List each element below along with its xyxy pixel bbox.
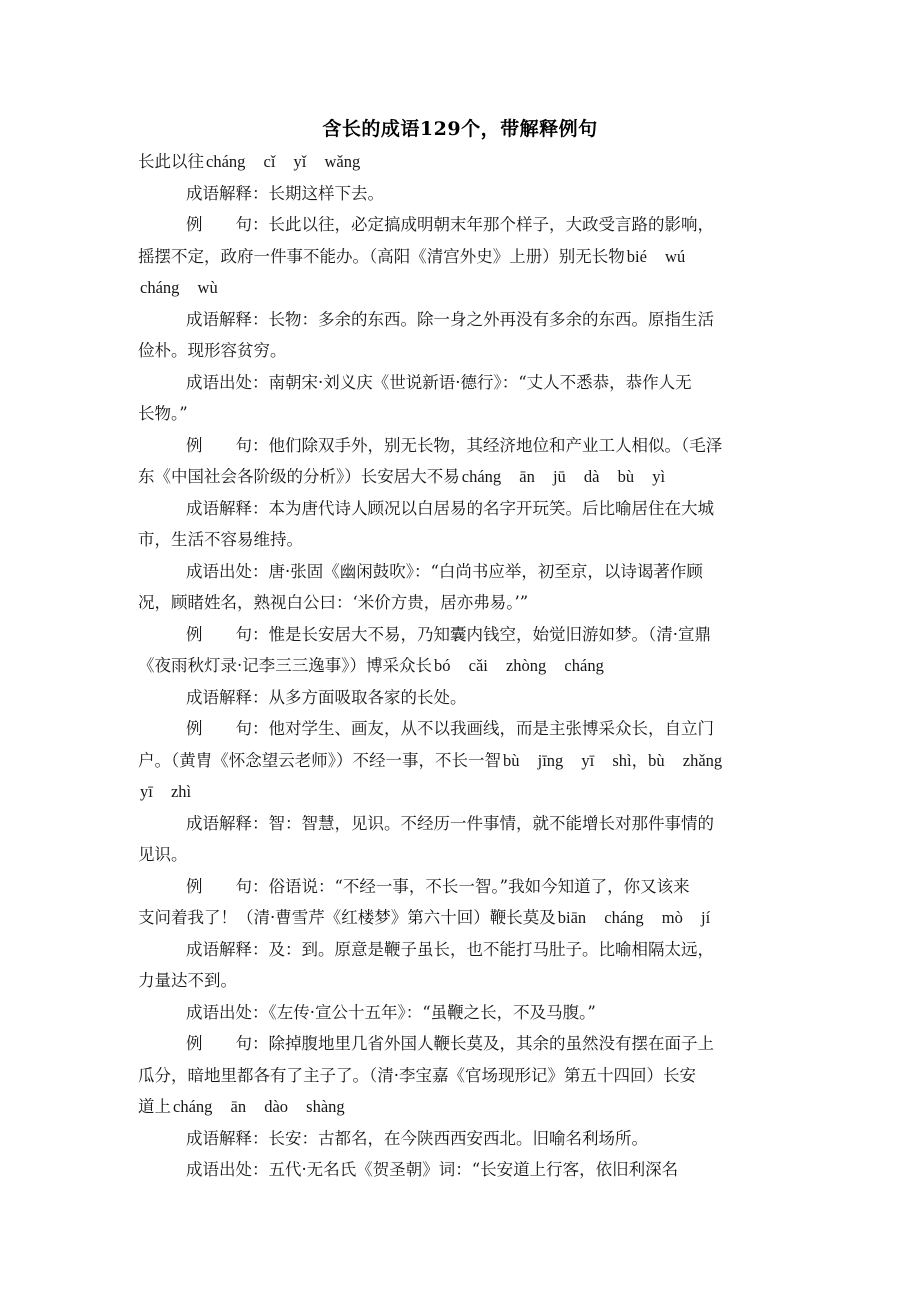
- document-line: [138, 650, 782, 682]
- document-line: [138, 524, 782, 556]
- document-line: [138, 461, 782, 493]
- line-text: 例 句：他们除双手外，别无长物，其经济地位和产业工人相似。（毛泽: [186, 435, 723, 455]
- document-line: [138, 619, 782, 651]
- line-text: 例 句：除掉腹地里几省外国人鞭长莫及，其余的虽然没有摆在面子上: [186, 1034, 714, 1053]
- line-text: 成语解释：长期这样下去。: [186, 183, 384, 203]
- pinyin-text: cháng wù: [140, 278, 218, 297]
- document-line: [138, 808, 782, 840]
- line-text: 例 句：长此以往，必定搞成明朝末年那个样子，大政受言路的影响，: [186, 215, 714, 234]
- document-line: [138, 1028, 782, 1060]
- document-line: [138, 367, 782, 399]
- document-line: [138, 178, 782, 210]
- line-text: 力量达不到。: [138, 971, 237, 990]
- line-text: 摇摆不定，政府一件事不能办。（高阳《清宫外史》上册）别无长物: [138, 246, 625, 266]
- line-text: 《夜雨秋灯录·记李三三逸事》）博采众长: [138, 656, 432, 675]
- document-line: [138, 1091, 782, 1123]
- pinyin-text: yī zhì: [140, 782, 192, 801]
- pinyin-text: bó cǎi zhòng cháng: [434, 656, 604, 675]
- line-text: 成语解释：及：到。原意是鞭子虽长，也不能打马肚子。比喻相隔太远，: [186, 939, 714, 959]
- document-line: [138, 398, 782, 430]
- document-line: [138, 1154, 782, 1186]
- document-line: [138, 209, 782, 241]
- line-text: 东《中国社会各阶级的分析》）长安居大不易: [138, 467, 460, 486]
- line-text: 成语解释：从多方面吸取各家的长处。: [186, 687, 467, 707]
- document-line: [138, 1060, 782, 1092]
- document-line: [138, 272, 782, 304]
- document-line: [138, 430, 782, 462]
- document-line: [138, 556, 782, 588]
- document-line: [138, 965, 782, 997]
- document-line: [138, 493, 782, 525]
- document-line: [138, 934, 782, 966]
- document-line: [138, 587, 782, 619]
- line-text: 成语出处：唐·张固《幽闲鼓吹》：“白尚书应举，初至京，以诗谒著作顾: [186, 561, 703, 581]
- pinyin-text: biān cháng mò jí: [557, 908, 711, 927]
- document-line: [138, 682, 782, 714]
- line-text: 瓜分，暗地里都各有了主子了。（清·李宝嘉《官场现形记》第五十四回）长安: [138, 1065, 696, 1085]
- pinyin-text: cháng cǐ yǐ wǎng: [206, 152, 361, 171]
- line-text: 例 句：俗语说：“不经一事，不长一智。”我如今知道了，你又该来: [186, 876, 690, 896]
- line-text: 道上: [138, 1097, 171, 1116]
- line-text: 成语解释：长物：多余的东西。除一身之外再没有多余的东西。原指生活: [186, 309, 714, 329]
- line-text: 例 句：他对学生、画友，从不以我画线，而是主张博采众长，自立门: [186, 719, 714, 738]
- line-text: 成语解释：长安：古都名，在今陕西西安西北。旧喻名利场所。: [186, 1128, 648, 1148]
- line-text: 况，顾睹姓名，熟视白公曰：‘米价方贵，居亦弗易。’”: [138, 593, 529, 612]
- line-text: 长此以往: [138, 152, 204, 171]
- line-text: 户。（黄胄《怀念望云老师》）不经一事，不长一智: [138, 750, 501, 770]
- line-text: 成语出处：五代·无名氏《贺圣朝》词：“长安道上行客，依旧利深名: [186, 1160, 679, 1179]
- document-line: [138, 902, 782, 934]
- line-text: 例 句：惟是长安居大不易，乃知囊内钱空，始觉旧游如梦。（清·宣鼎: [186, 624, 711, 644]
- document-line: [138, 776, 782, 808]
- line-text: 俭朴。现形容贫穷。: [138, 341, 287, 360]
- line-text: 长物。”: [138, 404, 188, 423]
- document-line: [138, 1123, 782, 1155]
- pinyin-text: bù jīng yī shì，bù zhǎng: [503, 750, 723, 770]
- document-line: [138, 713, 782, 745]
- pinyin-text: cháng ān jū dà bù yì: [461, 467, 666, 486]
- line-text: 见识。: [138, 845, 188, 864]
- line-text: 成语解释：本为唐代诗人顾况以白居易的名字开玩笑。后比喻居住在大城: [186, 498, 714, 518]
- document-line: [138, 146, 782, 178]
- document-body: [138, 146, 782, 1186]
- document-line: [138, 745, 782, 777]
- line-text: 支问着我了！（清·曹雪芹《红楼梦》第六十回）鞭长莫及: [138, 908, 556, 927]
- document-title: 含长的成语129个，带解释例句: [322, 118, 598, 140]
- document-line: [138, 871, 782, 903]
- line-text: 成语出处：《左传·宣公十五年》：“虽鞭之长，不及马腹。”: [186, 1002, 596, 1022]
- document-line: [138, 335, 782, 367]
- line-text: 市，生活不容易维持。: [138, 530, 303, 549]
- document-line: [138, 304, 782, 336]
- line-text: 成语解释：智：智慧，见识。不经历一件事情，就不能增长对那件事情的: [186, 813, 714, 833]
- line-text: 成语出处：南朝宋·刘义庆《世说新语·德行》：“丈人不悉恭，恭作人无: [186, 372, 692, 392]
- pinyin-text: cháng ān dào shàng: [173, 1097, 345, 1116]
- document-line: [138, 241, 782, 273]
- document-line: [138, 839, 782, 871]
- document-line: [138, 997, 782, 1029]
- pinyin-text: bié wú: [626, 246, 686, 266]
